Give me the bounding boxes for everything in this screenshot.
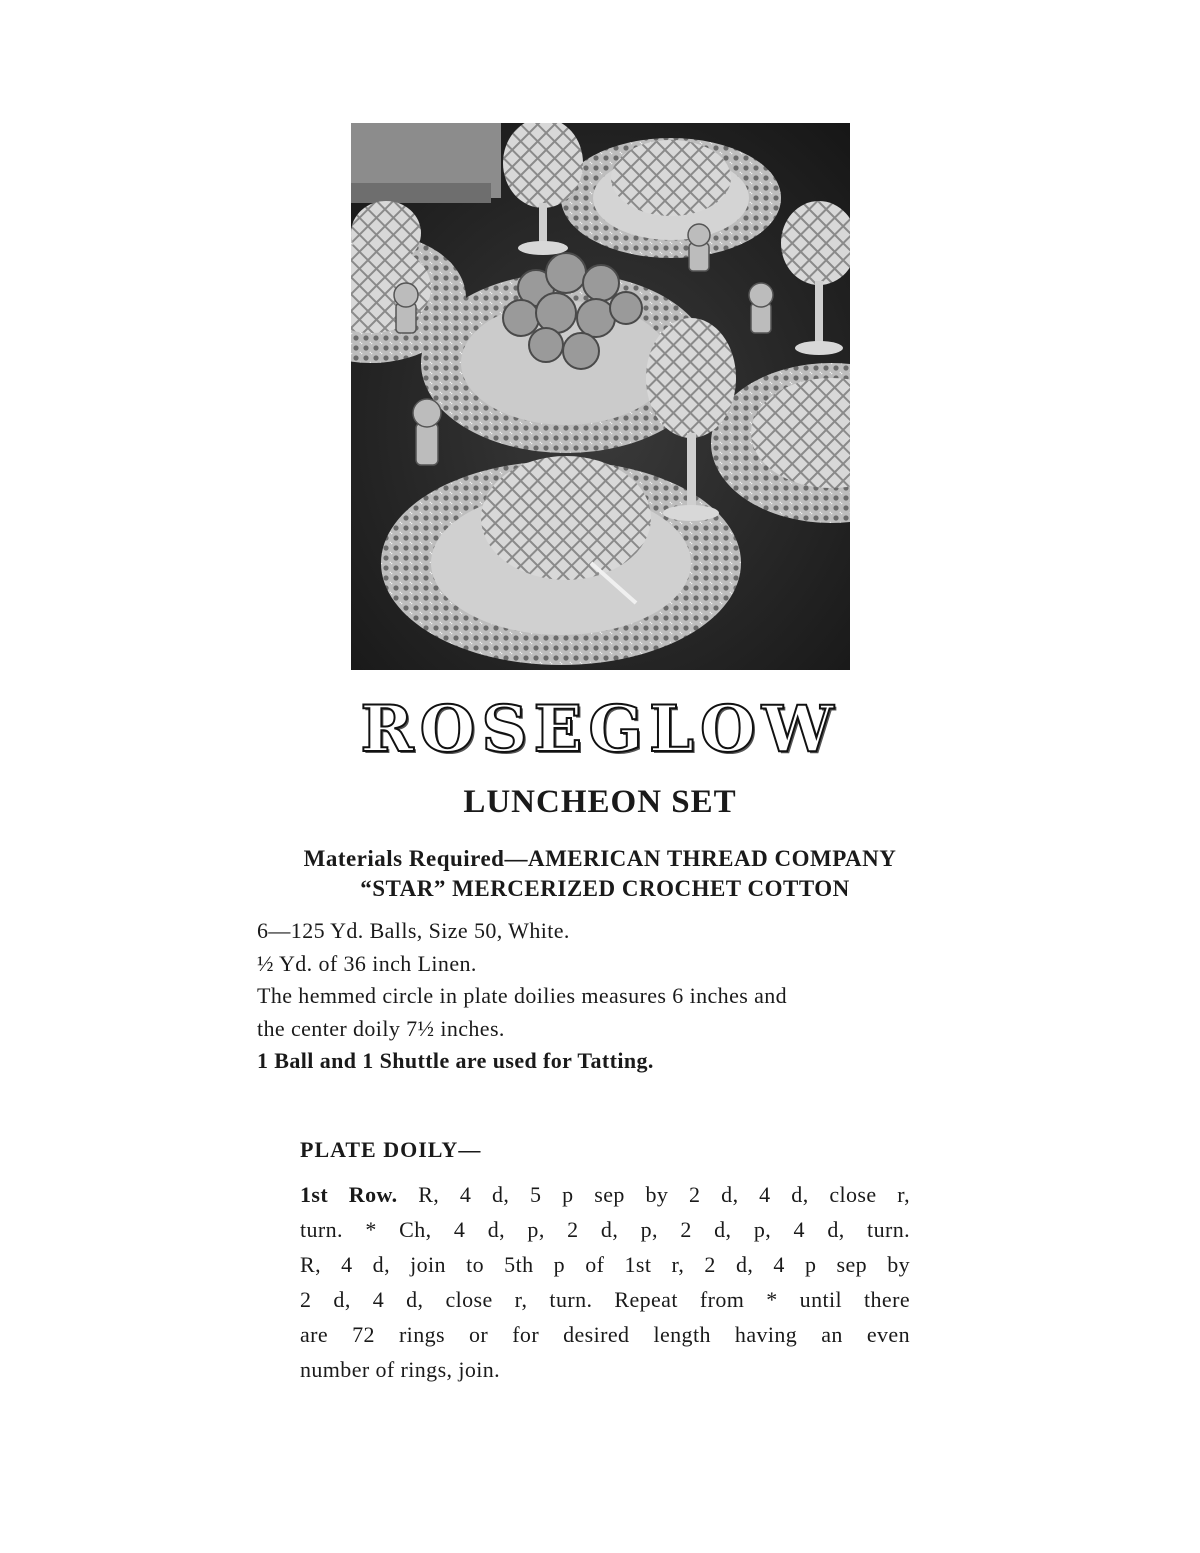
materials-row: the center doily 7½ inches. <box>257 1015 505 1041</box>
instruction-row: 2 d, 4 d, close r, turn. Repeat from * until there <box>300 1287 910 1312</box>
materials-row: 1 Ball and 1 Shuttle are used for Tatting. <box>257 1048 654 1073</box>
materials-row: ½ Yd. of 36 inch Linen. <box>257 950 477 976</box>
pattern-subtitle: LUNCHEON SET <box>463 784 737 820</box>
plate-doily-heading: PLATE DOILY— <box>300 1137 482 1162</box>
materials-list <box>257 915 957 1078</box>
instruction-row <box>300 1177 910 1212</box>
materials-row: The hemmed circle in plate doilies measures 6 inches and <box>257 983 788 1008</box>
pattern-title: ROSEGLOW <box>360 692 840 767</box>
plate-doily-instructions <box>300 1177 910 1387</box>
instruction-text: R, 4 d, 5 p sep by 2 d, 4 d, close r, <box>397 1182 910 1207</box>
instruction-row: R, 4 d, join to 5th p of 1st r, 2 d, 4 p sep by <box>300 1252 910 1277</box>
row-label: 1st Row. <box>300 1182 398 1207</box>
materials-heading <box>0 844 1200 904</box>
materials-heading-line1: Materials Required—AMERICAN THREAD COMPANY <box>303 846 897 871</box>
instruction-row: number of rings, join. <box>300 1357 501 1382</box>
luncheon-set-photo-icon <box>351 123 850 670</box>
instruction-row: are 72 rings or for desired length having an even <box>300 1322 910 1347</box>
materials-heading-line2: “STAR” MERCERIZED CROCHET COTTON <box>360 876 850 901</box>
instruction-row: turn. * Ch, 4 d, p, 2 d, p, 2 d, p, 4 d, turn. <box>300 1217 910 1242</box>
luncheon-set-photo <box>351 123 850 670</box>
materials-row: 6—125 Yd. Balls, Size 50, White. <box>257 918 570 943</box>
